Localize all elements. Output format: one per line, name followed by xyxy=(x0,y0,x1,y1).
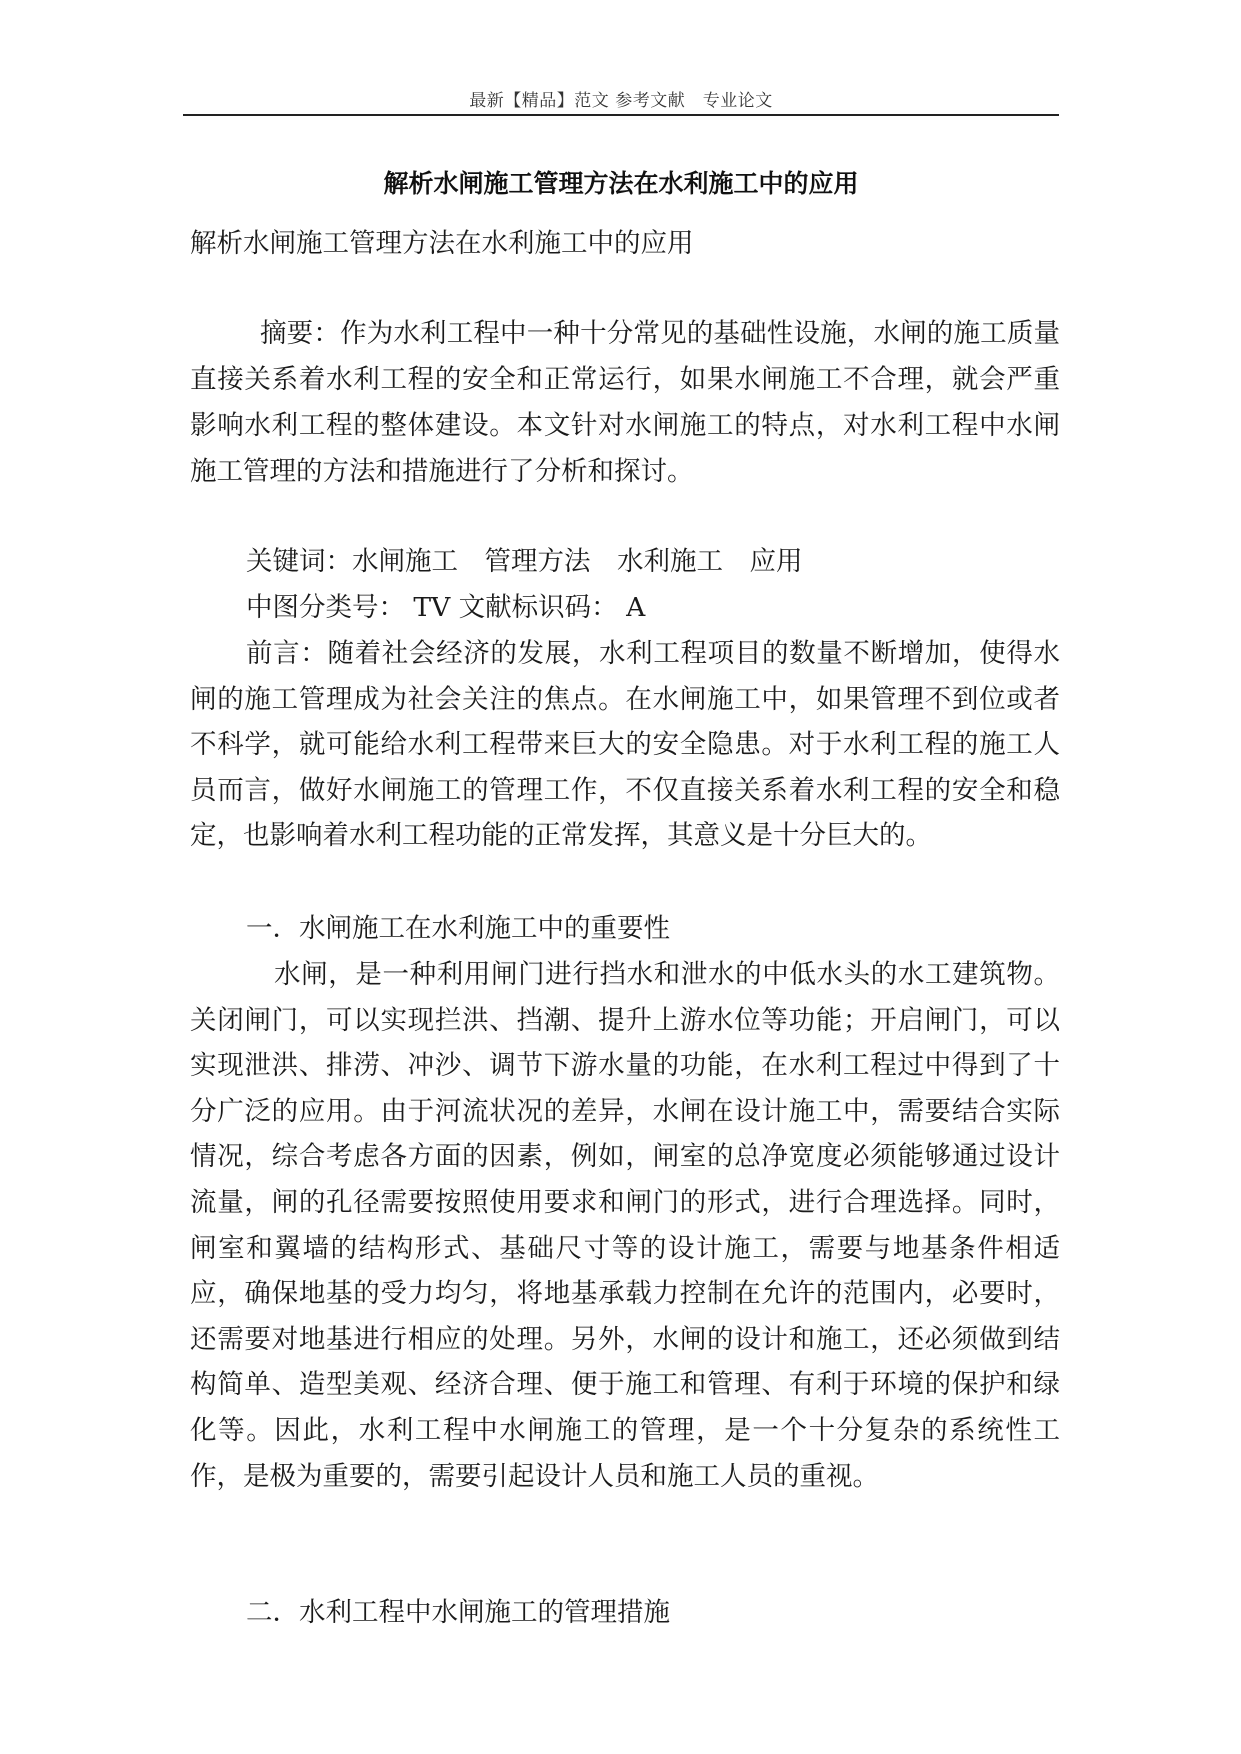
classification-line: 中图分类号： TV 文献标识码： A xyxy=(246,592,646,623)
section-1-paragraph: 水闸，是一种利用闸门进行挡水和泄水的中低水头的水工建筑物。关闭闸门，可以实现拦洪、挡潮、提升上游水位等功能；开启闸门，可以实现泄洪、排涝、冲沙、调节下游水量的功能，在水利工程过中得到了十分广泛的应用。由于河流状况的差异，水闸在设计施工中，需要结合实际情况，综合考虑各方面的因素，例如，闸室的总净宽度必须能够通过设计流量，闸的孔径需要按照使用要求和闸门的形式，进行合理选择。同时，闸室和翼墙的结构形式、基础尺寸等的设计施工，需要与地基条件相适应，确保地基的受力均匀，将地基承载力控制在允许的范围内，必要时，还需要对地基进行相应的处理。另外，水闸的设计和施工，还必须做到结构简单、造型美观、经济合理、便于施工和管理、有利于环境的保护和绿化等。因此，水利工程中水闸施工的管理，是一个十分复杂的系统性工作，是极为重要的，需要引起设计人员和施工人员的重视。 xyxy=(190,959,1060,1492)
abstract-paragraph: 摘要：作为水利工程中一种十分常见的基础性设施，水闸的施工质量直接关系着水利工程的安全和正常运行，如果水闸施工不合理，就会严重影响水利工程的整体建设。本文针对水闸施工的特点，对水利工程中水闸施工管理的方法和措施进行了分析和探讨。 xyxy=(190,318,1060,487)
page-header: 最新【精品】范文 参考文献 专业论文 xyxy=(469,91,773,111)
section-heading-1: 一．水闸施工在水利施工中的重要性 xyxy=(246,913,670,944)
keywords-line: 关键词：水闸施工 管理方法 水利施工 应用 xyxy=(246,546,803,577)
preface-paragraph: 前言：随着社会经济的发展，水利工程项目的数量不断增加，使得水闸的施工管理成为社会关注的焦点。在水闸施工中，如果管理不到位或者不科学，就可能给水利工程带来巨大的安全隐患。对于水利工程的施工人员而言，做好水闸施工的管理工作，不仅直接关系着水利工程的安全和稳定，也影响着水利工程功能的正常发挥，其意义是十分巨大的。 xyxy=(190,638,1060,851)
header-divider xyxy=(183,114,1059,116)
document-subtitle: 解析水闸施工管理方法在水利施工中的应用 xyxy=(190,228,694,259)
document-title: 解析水闸施工管理方法在水利施工中的应用 xyxy=(383,169,859,198)
section-heading-2: 二．水利工程中水闸施工的管理措施 xyxy=(246,1597,670,1628)
